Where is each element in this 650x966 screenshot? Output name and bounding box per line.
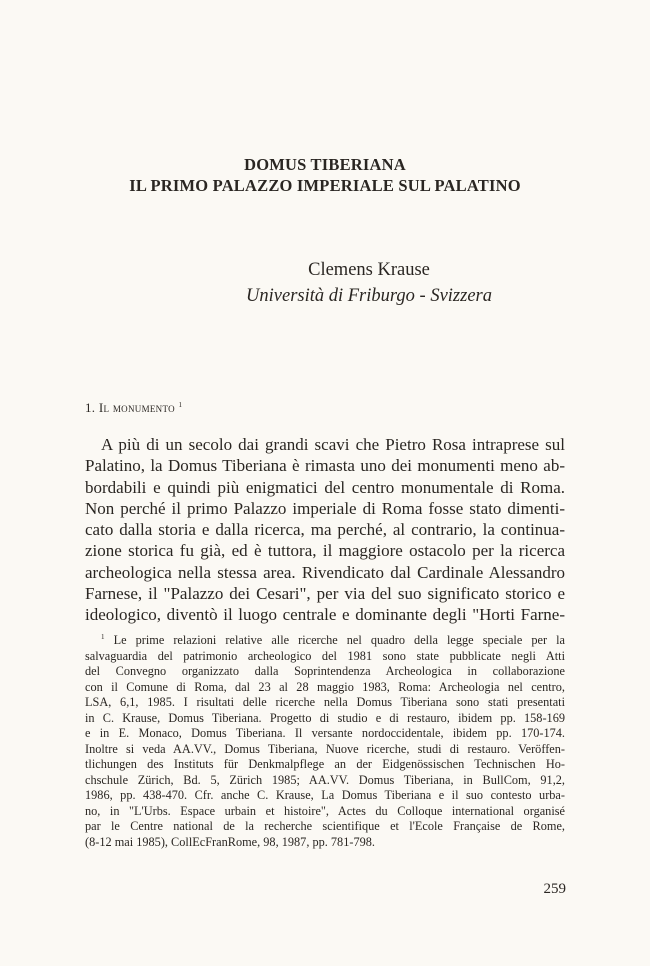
section-title: Il monumento [98,400,175,415]
section-number: 1. [85,400,99,415]
body-line: bordabili e quindi più enigmatici del centro monumentale di Roma. [85,477,565,497]
footnote-line: e in E. Monaco, Domus Tiberiana. Il versante nordoccidentale, ibidem pp. 170-174. [85,726,565,740]
footnote-number: 1 [101,633,105,641]
body-line: archeologica nella stessa area. Rivendicato dal Cardinale Alessandro [85,562,565,582]
body-line: Farnese, il "Palazzo dei Cesari", per via del suo significato storico e [85,584,565,604]
footnote [85,633,565,850]
body-line: A più di un secolo dai grandi scavi che Pietro Rosa intraprese sul [101,435,565,454]
footnote-line: $^1$ Le prime relazioni relative alle ricerche nel quadro della legge speciale per la [101,633,565,647]
footnote-line: con il Comune di Roma, dal 23 al 28 maggio 1983, Roma: Archeologia nel centro, [85,679,565,694]
footnote-line: chschule Zürich, Bd. 5, Zürich 1985; AA.VV. Domus Tiberiana, in BullCom, 91,2, [85,772,565,787]
footnote-line: tlichungen des Instituts für Denkmalpflege an der Eidgenössischen Technischen Ho- [85,757,565,771]
footnote-line: (8-12 mai 1985), CollEcFranRome, 98, 1987, pp. 781-798. [85,834,375,849]
footnote-reference: 1 [178,401,183,409]
footnote-line: par le Centre national de la recherche scientifique et l'Ecole Française de Rome, [85,819,565,833]
body-line: cato dalla storia e dalla ricerca, ma perché, al contrario, la continua- [85,520,565,540]
article-title-line-1: DOMUS TIBERIANA [244,155,406,174]
footnote-line: salvaguardia del patrimonio archeologico del 1981 sono state pubblicate negli Atti [85,648,565,663]
footnote-line: in C. Krause, Domus Tiberiana. Progetto di studio e di restauro, ibidem pp. 158-169 [85,710,565,725]
footnote-line: del Convegno organizzato dalla Soprintendenza Archeologica in collaborazione [85,664,565,678]
footnote-line: no, in "L'Urbs. Espace urbain et histoire", Actes du Colloque international organisé [85,803,565,818]
body-line: zione storica fu già, ed è tuttora, il maggiore ostacolo per la ricerca [85,541,565,561]
page-number: 259 [543,881,566,897]
footnote-line: LSA, 6,1, 1985. I risultati delle ricerche nella Domus Tiberiana sono stati presentati [85,695,565,709]
author-affiliation: Università di Friburgo - Svizzera [246,286,492,306]
footnote-line: Inoltre si veda AA.VV., Domus Tiberiana, Nuove ricerche, studi di restauro. Veröffen- [85,741,565,756]
body-paragraph [85,434,565,626]
author-name: Clemens Krause [308,260,430,280]
body-line: Non perché il primo Palazzo imperiale di Roma fosse stato dimenti- [85,498,565,518]
footnote-line: 1986, pp. 438-470. Cfr. anche C. Krause, La Domus Tiberiana e il suo contesto urba- [85,788,565,802]
section-heading [85,400,182,416]
body-line: ideologico, diventò il luogo centrale e dominante degli "Horti Farne- [85,605,565,625]
body-line: Palatino, la Domus Tiberiana è rimasta uno dei monumenti meno ab- [85,456,565,476]
article-title-line-2: IL PRIMO PALAZZO IMPERIALE SUL PALATINO [129,176,521,195]
